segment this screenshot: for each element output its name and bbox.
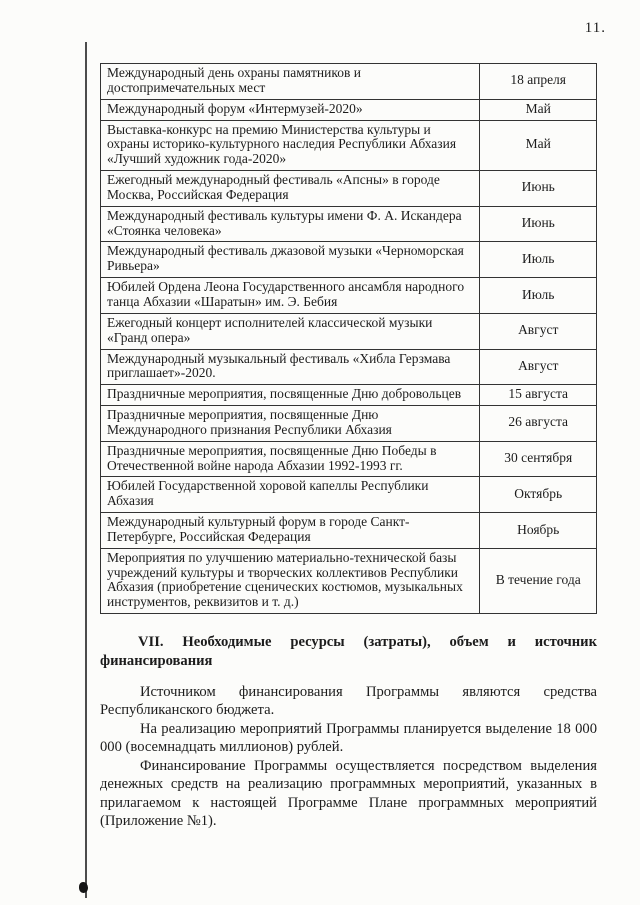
event-cell: Международный культурный форум в городе Санкт-Петербурге, Российская Федерация <box>101 513 480 549</box>
table-row <box>101 64 597 100</box>
table-row <box>101 548 597 613</box>
event-cell: Ежегодный концерт исполнителей классической музыки «Гранд опера» <box>101 313 480 349</box>
table-row <box>101 441 597 477</box>
table-row <box>101 171 597 207</box>
page-number: 11. <box>584 20 606 36</box>
table-row <box>101 477 597 513</box>
date-cell: Июнь <box>480 206 597 242</box>
date-cell: Июль <box>480 278 597 314</box>
paragraph-funding-amount: На реализацию мероприятий Программы планируется выделение 18 000 000 (восемнадцать миллионов) рублей. <box>100 720 597 756</box>
event-cell: Праздничные мероприятия, посвященные Дню Победы в Отечественной войне народа Абхазии 1992-1993 гг. <box>101 441 480 477</box>
paragraph-funding-source: Источником финансирования Программы являются средства Республиканского бюджета. <box>100 683 597 719</box>
date-cell: Май <box>480 99 597 120</box>
date-cell: 30 сентября <box>480 441 597 477</box>
table-row <box>101 349 597 385</box>
date-cell: 18 апреля <box>480 64 597 100</box>
date-cell: Август <box>480 349 597 385</box>
table-row <box>101 206 597 242</box>
event-cell: Мероприятия по улучшению материально-технической базы учреждений культуры и творческих коллективов Республики Абхазия (приобретение сценических костюмов, музыкальных инструментов, реквизитов и т. д.) <box>101 548 480 613</box>
table-row <box>101 120 597 171</box>
event-cell: Праздничные мероприятия, посвященные Дню добровольцев <box>101 385 480 406</box>
event-cell: Юбилей Государственной хоровой капеллы Республики Абхазия <box>101 477 480 513</box>
table-row <box>101 385 597 406</box>
event-cell: Международный музыкальный фестиваль «Хибла Герзмава приглашает»-2020. <box>101 349 480 385</box>
section-heading-line2: финансирования <box>100 653 213 670</box>
event-cell: Юбилей Ордена Леона Государственного ансамбля народного танца Абхазии «Шаратын» им. Э. Бебия <box>101 278 480 314</box>
date-cell: Июнь <box>480 171 597 207</box>
date-cell: Ноябрь <box>480 513 597 549</box>
events-schedule-table <box>100 63 597 614</box>
event-cell: Международный форум «Интермузей-2020» <box>101 99 480 120</box>
date-cell: Июль <box>480 242 597 278</box>
event-cell: Международный день охраны памятников и достопримечательных мест <box>101 64 480 100</box>
table-row <box>101 278 597 314</box>
date-cell: 15 августа <box>480 385 597 406</box>
table-row <box>101 313 597 349</box>
date-cell: Октябрь <box>480 477 597 513</box>
event-cell: Международный фестиваль джазовой музыки «Черноморская Ривьера» <box>101 242 480 278</box>
event-cell: Выставка-конкурс на премию Министерства культуры и охраны историко-культурного наследия Республики Абхазия «Лучший художник года-2020» <box>101 120 480 171</box>
table-row <box>101 513 597 549</box>
event-cell: Международный фестиваль культуры имени Ф. А. Искандера «Стоянка человека» <box>101 206 480 242</box>
paragraph-funding-mechanism: Финансирование Программы осуществляется посредством выделения денежных средств на реализацию программных мероприятий, указанных в прилагаемом к настоящей Программе Плане программных мероприятий (Приложение №1). <box>100 757 597 830</box>
date-cell: 26 августа <box>480 406 597 442</box>
table-row <box>101 406 597 442</box>
table-row <box>101 242 597 278</box>
section-heading <box>100 633 597 672</box>
page-content <box>100 63 597 831</box>
scan-artifact-blob <box>79 882 88 893</box>
date-cell: Август <box>480 313 597 349</box>
event-cell: Праздничные мероприятия, посвященные Дню Международного признания Республики Абхазия <box>101 406 480 442</box>
date-cell: В течение года <box>480 548 597 613</box>
event-cell: Ежегодный международный фестиваль «Апсны» в городе Москва, Российская Федерация <box>101 171 480 207</box>
date-cell: Май <box>480 120 597 171</box>
table-row <box>101 99 597 120</box>
section-heading-line1: VII. Необходимые ресурсы (затраты), объем и источник <box>138 634 597 651</box>
scan-artifact-line <box>85 42 87 898</box>
